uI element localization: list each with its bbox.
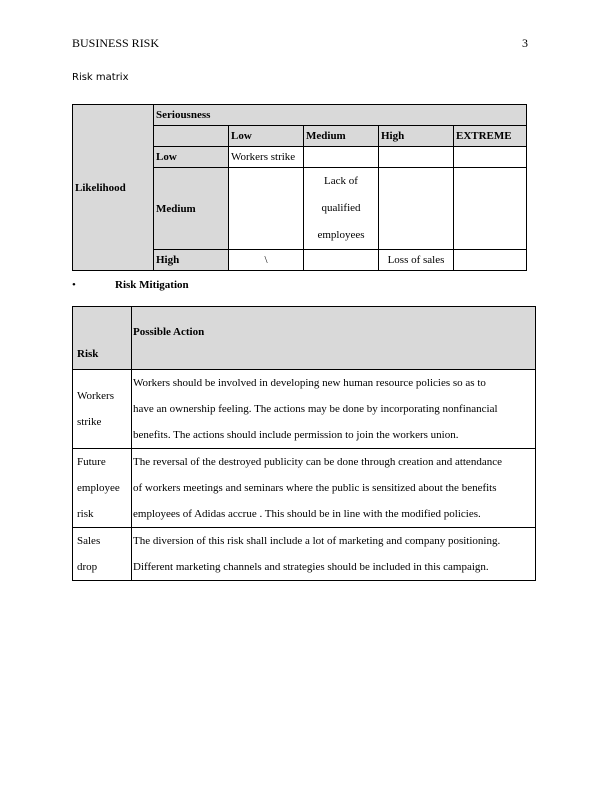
matrix-cell bbox=[304, 147, 379, 168]
severity-extreme: EXTREME bbox=[454, 126, 527, 147]
risk-line: Workers bbox=[77, 390, 114, 402]
action-line: employees of Adidas accrue . This should be in line with the modified policies. bbox=[133, 508, 481, 520]
action-line: benefits. The actions should include permission to join the workers union. bbox=[133, 429, 459, 441]
severity-medium: Medium bbox=[304, 126, 379, 147]
severity-low: Low bbox=[229, 126, 304, 147]
table-row bbox=[73, 449, 536, 528]
action-line: The reversal of the destroyed publicity can be done through creation and attendance bbox=[133, 456, 502, 468]
matrix-cell bbox=[379, 168, 454, 250]
table-row bbox=[73, 528, 536, 581]
risk-line: drop bbox=[77, 561, 98, 573]
action-line: The diversion of this risk shall include a lot of marketing and company positioning. bbox=[133, 535, 501, 547]
risk-matrix-table bbox=[72, 104, 527, 271]
page-number: 3 bbox=[522, 36, 528, 50]
matrix-cell bbox=[304, 250, 379, 271]
action-cell bbox=[132, 449, 536, 528]
matrix-corner-cell bbox=[154, 126, 229, 147]
heading-text: Risk Mitigation bbox=[115, 279, 189, 291]
mitigation-table bbox=[72, 306, 536, 581]
risk-cell bbox=[73, 528, 132, 581]
likelihood-label: Likelihood bbox=[73, 105, 154, 271]
bullet-marker: • bbox=[72, 279, 76, 291]
risk-line: risk bbox=[77, 508, 94, 520]
risk-cell bbox=[73, 449, 132, 528]
action-line: Different marketing channels and strategies should be included in this campaign. bbox=[133, 561, 489, 573]
matrix-cell: Loss of sales bbox=[379, 250, 454, 271]
matrix-cell bbox=[454, 168, 527, 250]
risk-cell bbox=[73, 370, 132, 449]
matrix-cell bbox=[454, 147, 527, 168]
matrix-cell: Workers strike bbox=[229, 147, 304, 168]
action-cell bbox=[132, 528, 536, 581]
running-header: BUSINESS RISK bbox=[72, 36, 160, 50]
action-column-header: Possible Action bbox=[132, 307, 536, 370]
likelihood-low: Low bbox=[154, 147, 229, 168]
risk-column-header: Risk bbox=[73, 307, 132, 370]
matrix-caption: Risk matrix bbox=[72, 72, 129, 83]
risk-line: Sales bbox=[77, 535, 101, 547]
severity-high: High bbox=[379, 126, 454, 147]
seriousness-label: Seriousness bbox=[154, 105, 527, 126]
action-line: of workers meetings and seminars where the public is sensitized about the benefits bbox=[133, 482, 497, 494]
action-line: Workers should be involved in developing new human resource policies so as to bbox=[133, 377, 486, 389]
matrix-cell-line: employees bbox=[317, 229, 365, 241]
matrix-cell bbox=[304, 168, 379, 250]
matrix-cell bbox=[379, 147, 454, 168]
table-row bbox=[73, 370, 536, 449]
matrix-cell-line: Lack of bbox=[324, 175, 358, 187]
matrix-cell-line: qualified bbox=[321, 202, 361, 214]
matrix-cell bbox=[229, 168, 304, 250]
action-line: have an ownership feeling. The actions may be done by incorporating nonfinancial bbox=[133, 403, 498, 415]
risk-line: employee bbox=[77, 482, 120, 494]
likelihood-medium: Medium bbox=[154, 168, 229, 250]
likelihood-high: High bbox=[154, 250, 229, 271]
matrix-cell bbox=[454, 250, 527, 271]
risk-line: strike bbox=[77, 416, 102, 428]
matrix-cell: \ bbox=[229, 250, 304, 271]
risk-line: Future bbox=[77, 456, 106, 468]
action-cell bbox=[132, 370, 536, 449]
